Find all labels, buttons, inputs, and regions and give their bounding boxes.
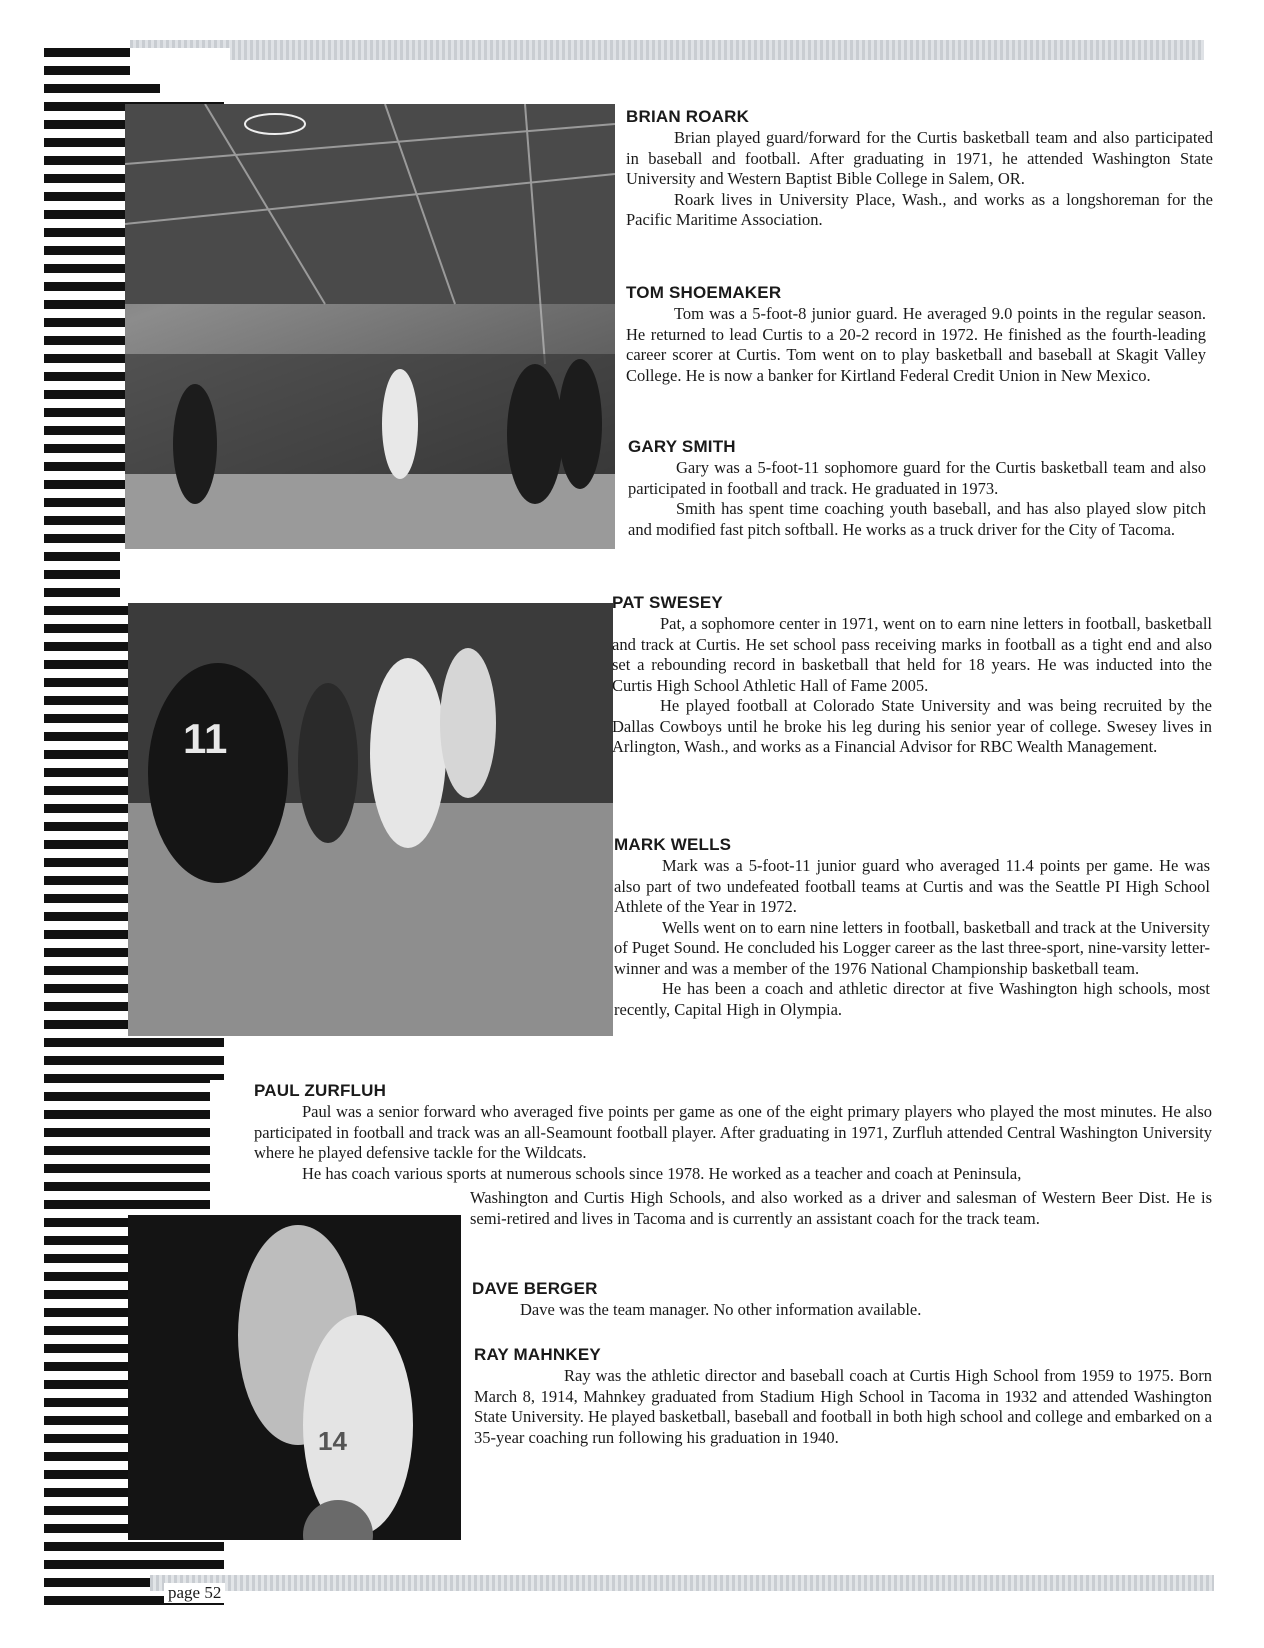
article-paragraph: Wells went on to earn nine letters in football, basketball and track at the University of Puget Sound. He concluded his Logger career as the last three-sport, nine-varsity letter-winner and was a member of the 1976 National Championship basketball team.	[614, 917, 1210, 978]
article-paragraph: Gary was a 5-foot-11 sophomore guard for the Curtis basketball team and also participated in football and track. He graduated in 1973.	[628, 458, 1206, 498]
article-paragraph: Roark lives in University Place, Wash., and works as a longshoreman for the Pacific Maritime Association.	[626, 189, 1213, 229]
article-dave-berger	[472, 1278, 1212, 1321]
article-heading: DAVE BERGER	[472, 1279, 598, 1298]
article-heading: RAY MAHNKEY	[474, 1345, 601, 1364]
article-paul-zurfluh	[254, 1080, 1212, 1184]
jersey-number: 14	[318, 1426, 347, 1456]
article-paragraph: He played football at Colorado State University and was being recruited by the Dallas Cowboys until he broke his leg during his senior year of college. Swesey lives in Arlington, Wash., and works as a Financial Advisor for RBC Wealth Management.	[612, 696, 1212, 756]
article-paul-zurfluh-continued	[470, 1188, 1212, 1229]
article-gary-smith	[628, 436, 1206, 540]
top-decorative-bar	[130, 40, 1204, 60]
article-paragraph: He has coach various sports at numerous schools since 1978. He worked as a teacher and coach at Peninsula,	[302, 1163, 1022, 1183]
bottom-decorative-bar	[150, 1575, 1214, 1591]
article-tom-shoemaker	[626, 282, 1206, 386]
article-heading: PAT SWESEY	[612, 593, 723, 612]
jersey-number: 11	[183, 715, 228, 762]
article-paragraph: Dave was the team manager. No other information available.	[520, 1300, 922, 1319]
article-brian-roark	[626, 106, 1213, 231]
article-paragraph: He has been a coach and athletic director at five Washington high schools, most recently, Capital High in Olympia.	[614, 979, 1210, 1019]
page-number: page 52	[164, 1583, 225, 1603]
article-paragraph: Smith has spent time coaching youth baseball, and has also played slow pitch and modified fast pitch softball. He works as a truck driver for the City of Tacoma.	[628, 499, 1206, 539]
article-heading: MARK WELLS	[614, 835, 732, 854]
stripe-mask	[120, 550, 230, 602]
basketball-photo-middle	[128, 603, 613, 1036]
basketball-photo-bottom	[128, 1215, 461, 1540]
article-mark-wells	[614, 834, 1210, 1020]
article-paragraph: Brian played guard/forward for the Curtis basketball team and also participated in baseball and football. After graduating in 1971, he attended Washington State University and Western Baptist Bible College in Salem, OR.	[626, 128, 1213, 188]
article-ray-mahnkey	[474, 1344, 1212, 1448]
article-heading: TOM SHOEMAKER	[626, 283, 782, 302]
player-11	[148, 663, 288, 883]
article-paragraph: Mark was a 5-foot-11 junior guard who averaged 11.4 points per game. He was also part of two undefeated football teams at Curtis and was the Seattle PI High School Athlete of the Year in 1972.	[614, 856, 1210, 916]
photo-middle-shapes	[128, 603, 613, 1036]
photo-bottom-shapes	[128, 1215, 461, 1540]
article-paragraph: Ray was the athletic director and baseball coach at Curtis High School from 1959 to 1975. Born March 8, 1914, Mahnkey graduated from Stadium High School in Tacoma in 1932 and attended Washington State University. He played basketball, baseball and football in both high school and college and embarked on a 35-year coaching run following his graduation in 1940.	[474, 1366, 1213, 1447]
article-paragraph: Paul was a senior forward who averaged five points per game as one of the eight primary players who played the most minutes. He also participated in football and track was an all-Seamount football player. After graduating in 1971, Zurfluh attended Central Washington University where he played defensive tackle for the Wildcats.	[254, 1102, 1212, 1162]
article-heading: BRIAN ROARK	[626, 107, 750, 126]
article-paragraph: Washington and Curtis High Schools, and also worked as a driver and salesman of Western Beer Dist. He is semi-retired and lives in Tacoma and is currently an assistant coach for the track team.	[470, 1188, 1212, 1228]
stripe-mask	[130, 48, 230, 76]
photo-top-shapes	[125, 104, 615, 549]
stripe-mask	[160, 76, 230, 100]
article-heading: PAUL ZURFLUH	[254, 1081, 387, 1100]
arena-ceiling	[125, 104, 615, 304]
article-heading: GARY SMITH	[628, 437, 736, 456]
article-paragraph: Pat, a sophomore center in 1971, went on to earn nine letters in football, basketball and track at Curtis. He set school pass receiving marks in football as a tight end and also set a rebounding record in basketball that held for 18 years. He was inducted into the Curtis High School Athletic Hall of Fame 2005.	[612, 614, 1212, 695]
basketball-photo-top	[125, 104, 615, 549]
article-paragraph: Tom was a 5-foot-8 junior guard. He averaged 9.0 points in the regular season. He returned to lead Curtis to a 20-2 record in 1972. He finished as the fourth-leading career scorer at Curtis. Tom went on to play basketball and baseball at Skagit Valley College. He is now a banker for Kirtland Federal Credit Union in New Mexico.	[626, 304, 1206, 385]
stripe-mask	[210, 1080, 240, 1210]
article-pat-swesey	[612, 592, 1212, 758]
player-white	[382, 369, 418, 479]
